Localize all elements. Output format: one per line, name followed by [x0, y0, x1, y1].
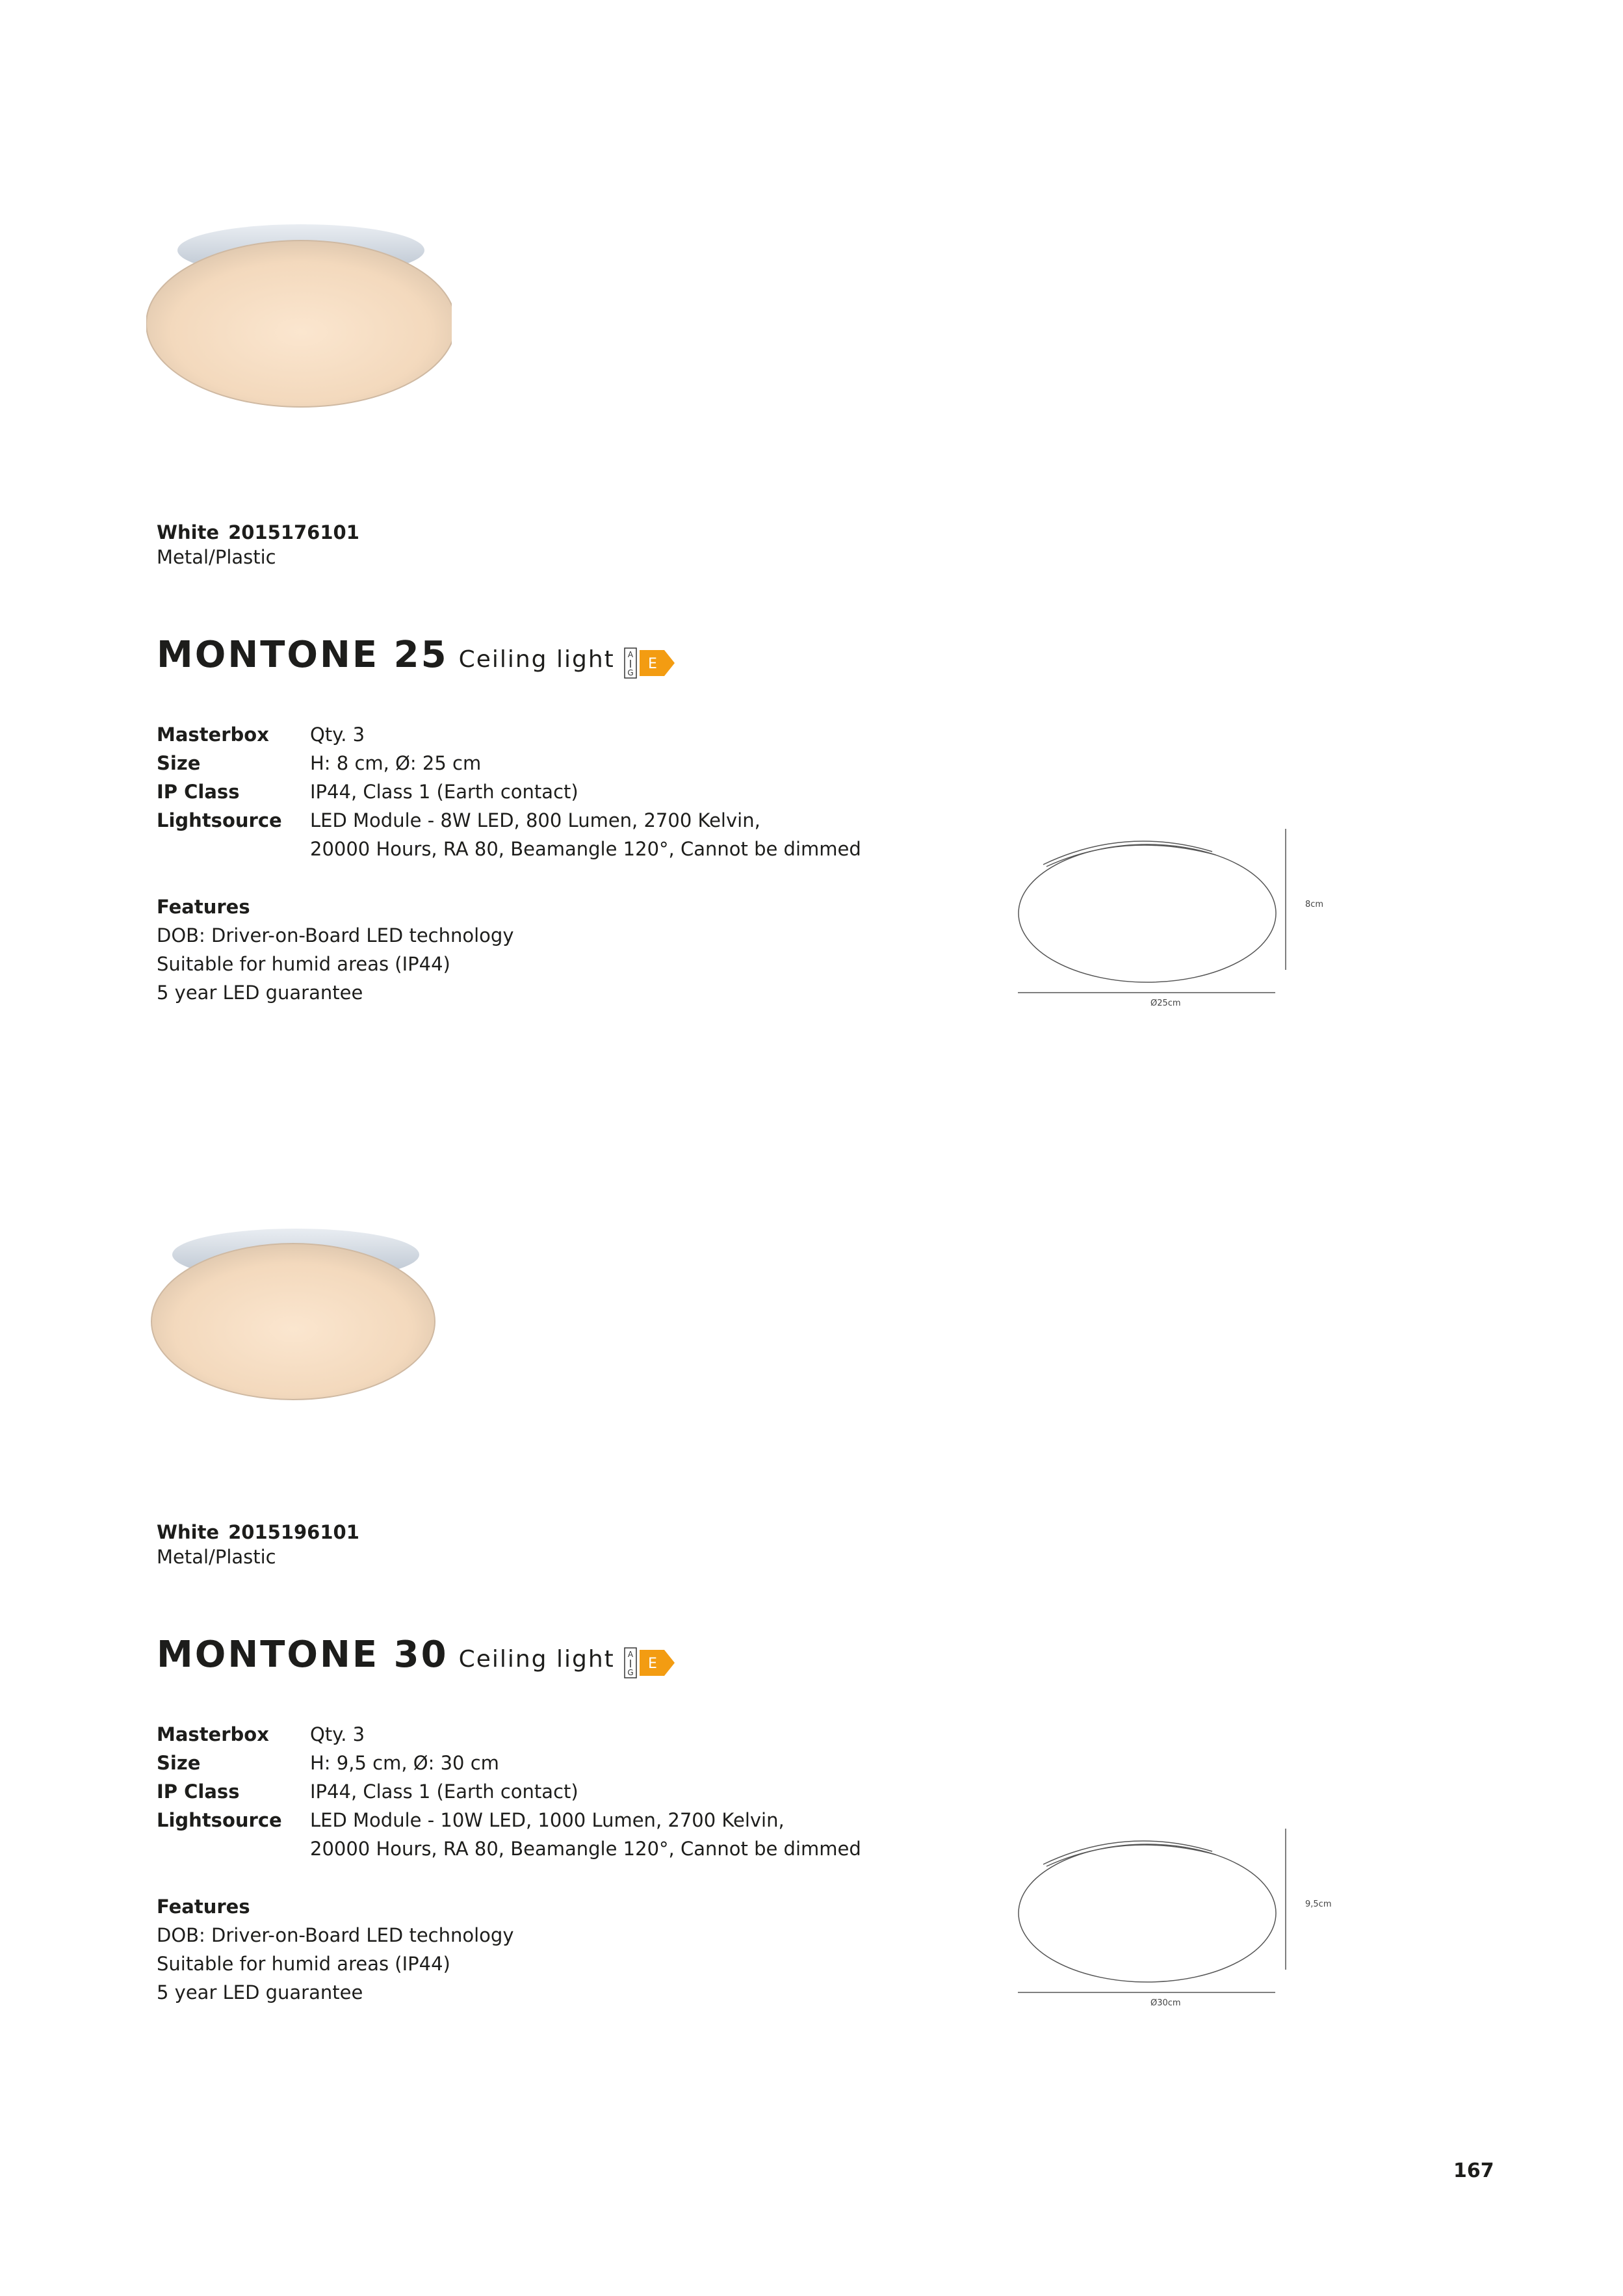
energy-scale-top: A: [627, 650, 634, 659]
variant-color: White: [157, 1521, 220, 1543]
ceiling-light-image: [146, 1149, 452, 1500]
features-title: Features: [157, 896, 250, 918]
diameter-dimension-label: Ø25cm: [1150, 998, 1181, 1008]
product-title: [157, 1634, 615, 1686]
ceiling-light-image: [146, 150, 452, 501]
height-dimension-label: 9,5cm: [1305, 1899, 1332, 1909]
energy-scale-bottom: G: [627, 1668, 634, 1677]
variant-code: 2015176101: [228, 521, 359, 543]
spec-value: H: 8 cm, Ø: 25 cm: [310, 752, 482, 774]
spec-label: IP Class: [157, 1781, 240, 1803]
product-montone-30: [0, 1000, 1623, 2008]
variant-color: White: [157, 521, 220, 543]
spec-value: LED Module - 10W LED, 1000 Lumen, 2700 Kelvin,: [310, 1809, 785, 1831]
feature-item: DOB: Driver-on-Board LED technology: [157, 1924, 514, 1946]
spec-value: Qty. 3: [310, 1723, 365, 1745]
variant-info: [157, 520, 369, 569]
spec-label: Size: [157, 1752, 201, 1774]
feature-item: Suitable for humid areas (IP44): [157, 953, 450, 975]
energy-label-icon: [624, 1647, 676, 1679]
spec-value: H: 9,5 cm, Ø: 30 cm: [310, 1752, 499, 1774]
energy-scale-bottom: G: [627, 668, 634, 677]
feature-item: Suitable for humid areas (IP44): [157, 1953, 450, 1975]
variant-info: [157, 1520, 369, 1569]
spec-label: Masterbox: [157, 1723, 269, 1745]
spec-value: LED Module - 8W LED, 800 Lumen, 2700 Kelvin,: [310, 809, 760, 831]
feature-item: 5 year LED guarantee: [157, 1981, 363, 2003]
feature-item: 5 year LED guarantee: [157, 982, 363, 1004]
height-dimension-label: 8cm: [1305, 900, 1324, 909]
spec-label: Size: [157, 752, 201, 774]
energy-label-icon: [624, 647, 676, 679]
energy-class: E: [648, 656, 657, 672]
material: Metal/Plastic: [157, 546, 276, 568]
spec-value: Qty. 3: [310, 724, 365, 746]
spec-label: Masterbox: [157, 724, 269, 746]
diameter-dimension-label: Ø30cm: [1150, 1998, 1181, 2008]
product-photo: [146, 150, 452, 501]
product-photo: [146, 1149, 452, 1500]
features-list: [157, 1892, 514, 2007]
features-list: [157, 893, 514, 1007]
product-montone-25: [0, 0, 1623, 1008]
spec-label: IP Class: [157, 781, 240, 803]
product-type: Ceiling light: [458, 646, 615, 673]
product-type: Ceiling light: [458, 1646, 615, 1673]
material: Metal/Plastic: [157, 1546, 276, 1568]
spec-label: Lightsource: [157, 809, 282, 831]
feature-item: DOB: Driver-on-Board LED technology: [157, 924, 514, 946]
product-name: MONTONE 25: [157, 634, 448, 676]
spec-label: Lightsource: [157, 1809, 282, 1831]
page-number: 167: [1453, 2159, 1494, 2182]
spec-value: IP44, Class 1 (Earth contact): [310, 781, 578, 803]
spec-value: 20000 Hours, RA 80, Beamangle 120°, Cannot be dimmed: [310, 838, 861, 860]
energy-class: E: [648, 1656, 657, 1672]
variant-code: 2015196101: [228, 1521, 359, 1543]
product-title: [157, 634, 615, 686]
energy-scale-top: A: [627, 1650, 634, 1659]
spec-value: IP44, Class 1 (Earth contact): [310, 1781, 578, 1803]
features-title: Features: [157, 1896, 250, 1918]
dimension-drawing: [1007, 826, 1345, 1021]
dimension-drawing: [1007, 1825, 1345, 2020]
product-name: MONTONE 30: [157, 1634, 448, 1676]
spec-value: 20000 Hours, RA 80, Beamangle 120°, Cannot be dimmed: [310, 1838, 861, 1860]
